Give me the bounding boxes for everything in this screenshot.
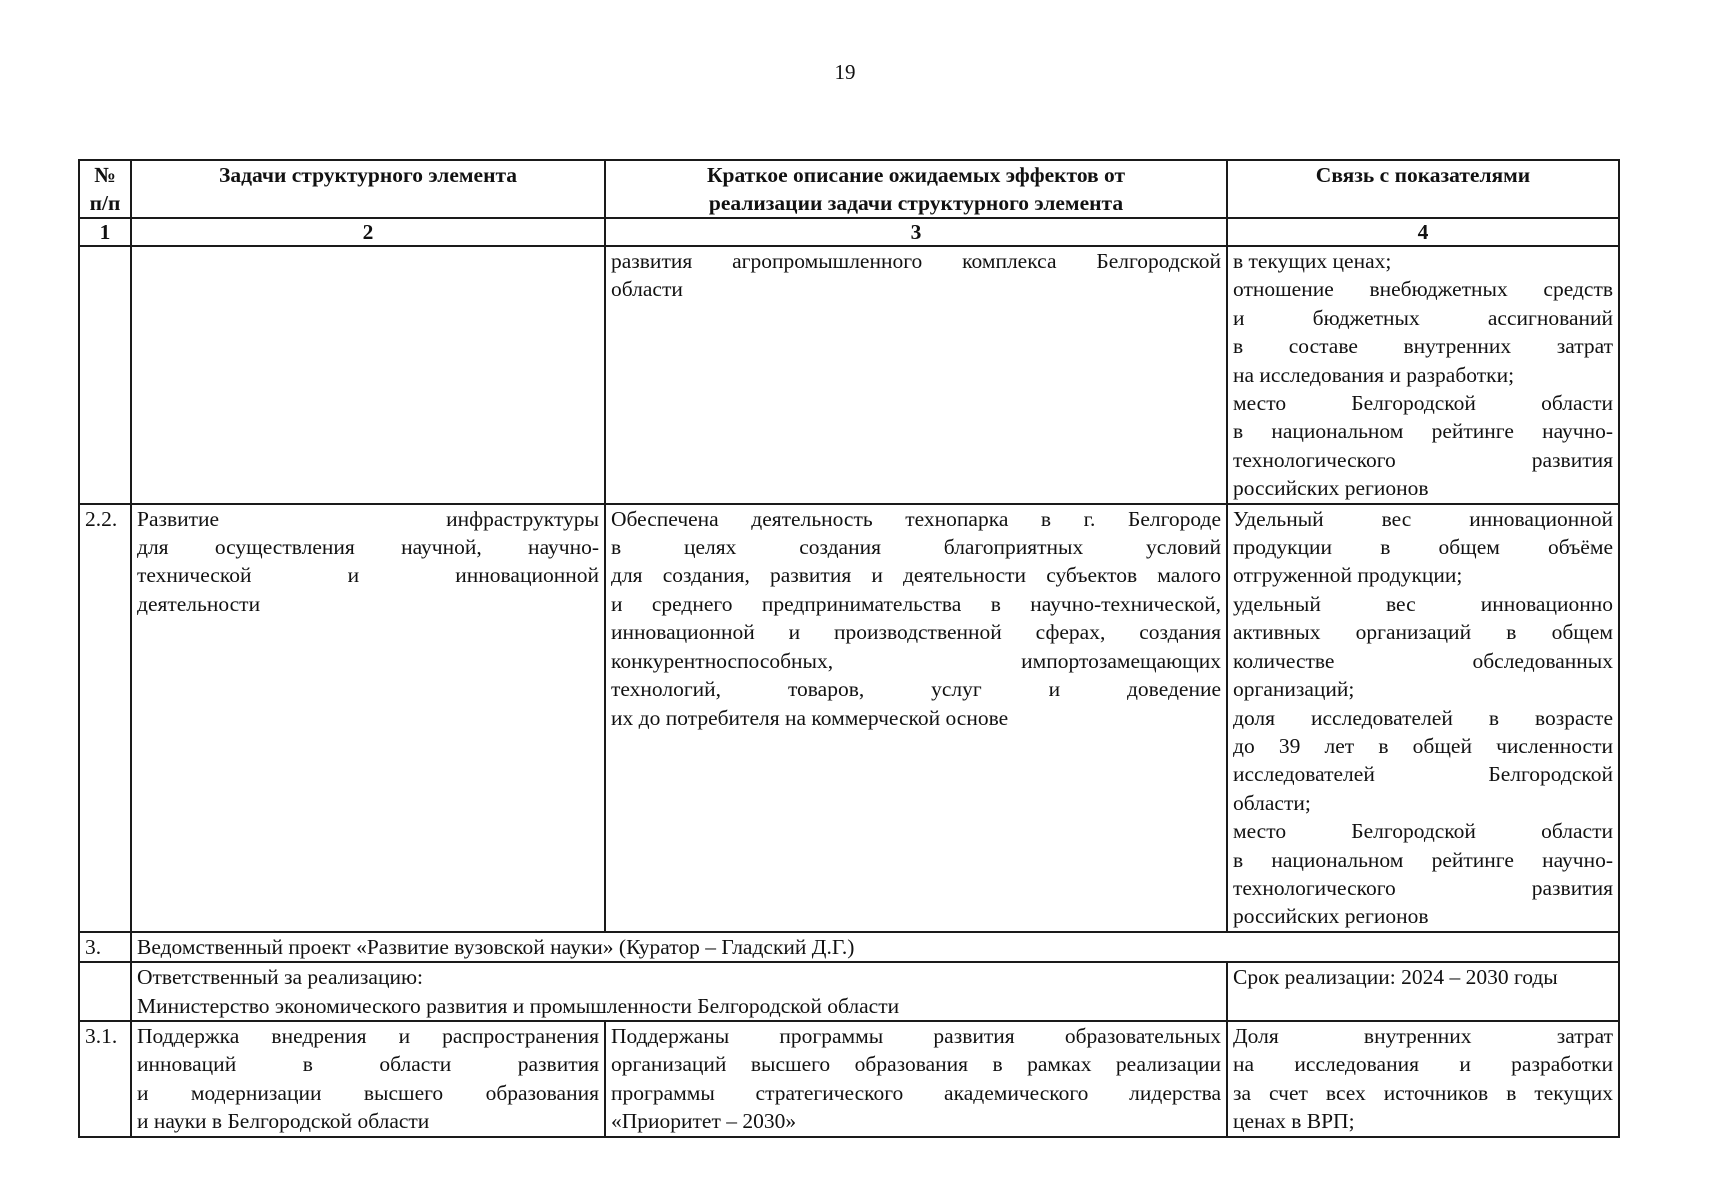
header-effects-line-2: реализации задачи структурного элемента xyxy=(708,191,1124,215)
text-line: российских регионов xyxy=(1233,904,1429,929)
text-line: место Белгородской области xyxy=(1233,391,1613,416)
header-effects xyxy=(605,160,1227,218)
document-table xyxy=(78,159,1620,1138)
text-line: исследователей Белгородской xyxy=(1233,762,1613,787)
text-line: Доля внутренних затрат xyxy=(1233,1023,1613,1048)
text-line: место Белгородской области xyxy=(1233,819,1613,844)
text-line: их до потребителя на коммерческой основе xyxy=(611,705,1009,730)
text-line: продукции в общем объёме xyxy=(1233,535,1613,560)
text-line: технологий, товаров, услуг и доведение xyxy=(611,677,1221,702)
text-line: отношение внебюджетных средств xyxy=(1233,277,1613,302)
text-line: области; xyxy=(1233,790,1311,815)
header-indicators: Связь с показателями xyxy=(1227,160,1619,218)
responsible-cell xyxy=(131,962,1227,1021)
indicators-cell xyxy=(1227,1021,1619,1137)
text-line: организаций высшего образования в рамках реализации xyxy=(611,1052,1221,1077)
text-line: программы стратегического академического лидерства xyxy=(611,1080,1221,1105)
table-row xyxy=(79,932,1619,962)
row-number: 2.2. xyxy=(79,504,131,932)
header-effects-line-1: Краткое описание ожидаемых эффектов от xyxy=(706,163,1126,187)
text-line: технологического развития xyxy=(1233,875,1613,900)
column-number-row xyxy=(79,218,1619,246)
header-row xyxy=(79,160,1619,218)
header-num-line-1: № xyxy=(94,163,116,187)
text-line: в составе внутренних затрат xyxy=(1233,334,1613,359)
task-cell xyxy=(131,1021,605,1137)
row-number: 3.1. xyxy=(79,1021,131,1137)
text-line: технической и инновационной xyxy=(137,563,599,588)
text-line: инноваций в области развития xyxy=(137,1052,599,1077)
indicators-cell xyxy=(1227,246,1619,504)
term-cell: Срок реализации: 2024 – 2030 годы xyxy=(1227,962,1619,1021)
text-line: конкурентноспособных, импортозамещающих xyxy=(611,648,1221,673)
responsible-value: Министерство экономического развития и промышленности Белгородской области xyxy=(137,993,900,1018)
text-line: за счет всех источников в текущих xyxy=(1233,1080,1613,1105)
effects-cell xyxy=(605,1021,1227,1137)
text-line: Развитие инфраструктуры xyxy=(137,506,599,531)
text-line: количестве обследованных xyxy=(1233,648,1613,673)
text-line: Удельный вес инновационной xyxy=(1233,506,1613,531)
task-cell xyxy=(131,246,605,504)
text-line: инновационной и производственной сферах, создания xyxy=(611,620,1221,645)
text-line: технологического развития xyxy=(1233,447,1613,472)
text-line: на исследования и разработки; xyxy=(1233,362,1515,387)
text-line: организаций; xyxy=(1233,677,1355,702)
project-title: Ведомственный проект «Развитие вузовской науки» (Куратор – Гладский Д.Г.) xyxy=(131,932,1619,962)
text-line: российских регионов xyxy=(1233,476,1429,501)
header-num xyxy=(79,160,131,218)
text-line: активных организаций в общем xyxy=(1233,620,1613,645)
text-line: в целях создания благоприятных условий xyxy=(611,535,1221,560)
text-line: в текущих ценах; xyxy=(1233,249,1392,273)
effects-cell xyxy=(605,504,1227,932)
table-row xyxy=(79,504,1619,932)
task-cell xyxy=(131,504,605,932)
text-line: Поддержка внедрения и распространения xyxy=(137,1023,599,1048)
text-line: отгруженной продукции; xyxy=(1233,563,1463,588)
text-line: и науки в Белгородской области xyxy=(137,1109,430,1134)
text-line: ценах в ВРП; xyxy=(1233,1109,1355,1134)
text-line: доля исследователей в возрасте xyxy=(1233,705,1613,730)
column-number: 2 xyxy=(131,218,605,246)
text-line: для осуществления научной, научно- xyxy=(137,535,599,560)
table-row xyxy=(79,1021,1619,1137)
row-number xyxy=(79,962,131,1021)
text-line: и среднего предпринимательства в научно-технической, xyxy=(611,591,1221,616)
text-line: «Приоритет – 2030» xyxy=(611,1109,797,1134)
text-line: деятельности xyxy=(137,591,261,616)
table-row xyxy=(79,962,1619,1021)
column-number: 4 xyxy=(1227,218,1619,246)
row-number xyxy=(79,246,131,504)
responsible-label: Ответственный за реализацию: xyxy=(137,965,424,990)
indicators-cell xyxy=(1227,504,1619,932)
table-row xyxy=(79,246,1619,504)
header-num-line-2: п/п xyxy=(89,191,121,215)
text-line: Поддержаны программы развития образовательных xyxy=(611,1023,1221,1048)
text-line: Обеспечена деятельность технопарка в г. Белгороде xyxy=(611,506,1221,531)
text-line: до 39 лет в общей численности xyxy=(1233,733,1613,758)
text-line: в национальном рейтинге научно- xyxy=(1233,419,1613,444)
header-tasks: Задачи структурного элемента xyxy=(131,160,605,218)
text-line: удельный вес инновационно xyxy=(1233,591,1613,616)
text-line: и бюджетных ассигнований xyxy=(1233,305,1613,330)
column-number: 3 xyxy=(605,218,1227,246)
page-number: 19 xyxy=(834,60,856,84)
text-line: и модернизации высшего образования xyxy=(137,1080,599,1105)
column-number: 1 xyxy=(79,218,131,246)
text-line: развития агропромышленного комплекса Белгородской xyxy=(611,249,1221,273)
text-line: в национальном рейтинге научно- xyxy=(1233,847,1613,872)
text-line: области xyxy=(611,277,683,302)
row-number: 3. xyxy=(79,932,131,962)
text-line: на исследования и разработки xyxy=(1233,1052,1613,1077)
effects-cell xyxy=(605,246,1227,504)
text-line: для создания, развития и деятельности субъектов малого xyxy=(611,563,1221,588)
